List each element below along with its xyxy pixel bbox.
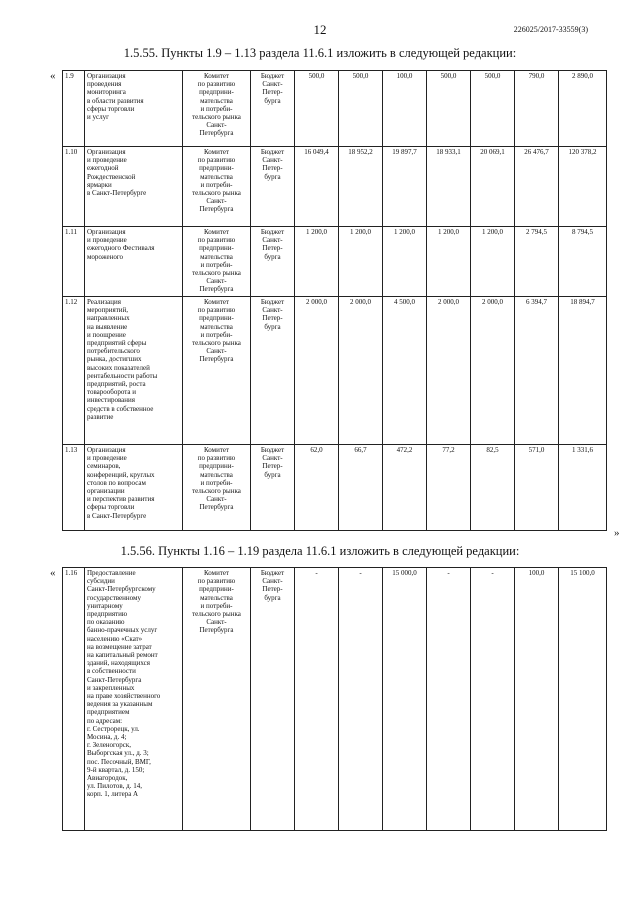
measure-name: Организация и проведение ежегодной Рождественской ярмарки в Санкт-Петербурге xyxy=(85,147,183,227)
value-total: 8 794,5 xyxy=(559,227,607,297)
table-row xyxy=(63,227,607,297)
value-year-6: 26 476,7 xyxy=(515,147,559,227)
value-year-5: 500,0 xyxy=(471,71,515,147)
value-year-1: 1 200,0 xyxy=(295,227,339,297)
measure-name: Предоставление субсидии Санкт-Петербургскому государственному унитарному предприятию по оказанию банно-прачечных услуг населению «Скат» на возмещение затрат на капитальный ремонт зданий, находящихся в собственности Санкт-Петербурга и закрепленных на праве хозяйственного ведения за указанным предприятием по адресам: г. Сестрорецк, ул. Мосина, д. 4; г. Зеленогорск, Выборгская ул., д. 3; пос. Песочный, ВМГ, 9-й квартал, д. 150; Авиагородок, ул. Пилотов, д. 14, корп. 1, литера А xyxy=(85,568,183,831)
value-year-3: 100,0 xyxy=(383,71,427,147)
value-total: 2 890,0 xyxy=(559,71,607,147)
row-number: 1.9 xyxy=(63,71,85,147)
executor-cell: Комитет по развитию предприни- мательства и потреби- тельского рынка Санкт- Петербурга xyxy=(183,147,251,227)
table-row xyxy=(63,568,607,831)
value-year-3: 19 897,7 xyxy=(383,147,427,227)
value-year-6: 6 394,7 xyxy=(515,297,559,445)
value-year-1: 2 000,0 xyxy=(295,297,339,445)
value-year-3: 472,2 xyxy=(383,445,427,531)
value-year-4: 1 200,0 xyxy=(427,227,471,297)
value-year-4: 500,0 xyxy=(427,71,471,147)
value-year-5: 82,5 xyxy=(471,445,515,531)
open-quote-1: « xyxy=(50,70,56,82)
value-total: 1 331,6 xyxy=(559,445,607,531)
value-total: 18 894,7 xyxy=(559,297,607,445)
funding-source-cell: Бюджет Санкт- Петер- бурга xyxy=(251,227,295,297)
document-id: 226025/2017-33559(3) xyxy=(513,25,588,34)
table-row xyxy=(63,71,607,147)
value-year-5: - xyxy=(471,568,515,831)
table-row xyxy=(63,297,607,445)
measure-name: Реализация мероприятий, направленных на выявление и поощрение предприятий сферы потребительского рынка, достигших высоких показателей рентабельности работы предприятий, роста товарооборота и инвестирования средств в собственное развитие xyxy=(85,297,183,445)
value-year-1: 16 049,4 xyxy=(295,147,339,227)
value-year-2: 2 000,0 xyxy=(339,297,383,445)
measure-name: Организация и проведение семинаров, конференций, круглых столов по вопросам организации и перспектив развития сферы торговли в Санкт-Петербурге xyxy=(85,445,183,531)
budget-table-2 xyxy=(62,567,607,831)
value-year-3: 15 000,0 xyxy=(383,568,427,831)
value-year-4: 2 000,0 xyxy=(427,297,471,445)
row-number: 1.11 xyxy=(63,227,85,297)
value-year-2: - xyxy=(339,568,383,831)
measure-name: Организация проведения мониторинга в области развития сферы торговли и услуг xyxy=(85,71,183,147)
value-year-3: 4 500,0 xyxy=(383,297,427,445)
section-heading-1-5-55: 1.5.55. Пункты 1.9 – 1.13 раздела 11.6.1 изложить в следующей редакции: xyxy=(123,46,517,60)
value-year-6: 100,0 xyxy=(515,568,559,831)
row-number: 1.16 xyxy=(63,568,85,831)
value-year-3: 1 200,0 xyxy=(383,227,427,297)
row-number: 1.12 xyxy=(63,297,85,445)
value-total: 120 378,2 xyxy=(559,147,607,227)
value-year-2: 18 952,2 xyxy=(339,147,383,227)
executor-cell: Комитет по развитию предприни- мательства и потреби- тельского рынка Санкт- Петербурга xyxy=(183,297,251,445)
value-year-4: 18 933,1 xyxy=(427,147,471,227)
funding-source-cell: Бюджет Санкт- Петер- бурга xyxy=(251,445,295,531)
table-row xyxy=(63,445,607,531)
value-year-5: 2 000,0 xyxy=(471,297,515,445)
page-number: 12 xyxy=(313,22,327,37)
value-year-2: 500,0 xyxy=(339,71,383,147)
open-quote-2: « xyxy=(50,567,56,579)
value-year-4: - xyxy=(427,568,471,831)
value-total: 15 100,0 xyxy=(559,568,607,831)
table-row xyxy=(63,147,607,227)
value-year-1: - xyxy=(295,568,339,831)
value-year-1: 62,0 xyxy=(295,445,339,531)
funding-source-cell: Бюджет Санкт- Петер- бурга xyxy=(251,568,295,831)
value-year-5: 20 069,1 xyxy=(471,147,515,227)
budget-table-1 xyxy=(62,70,607,531)
funding-source-cell: Бюджет Санкт- Петер- бурга xyxy=(251,71,295,147)
section-heading-1-5-56: 1.5.56. Пункты 1.16 – 1.19 раздела 11.6.1 изложить в следующей редакции: xyxy=(120,544,520,558)
row-number: 1.10 xyxy=(63,147,85,227)
value-year-1: 500,0 xyxy=(295,71,339,147)
measure-name: Организация и проведение ежегодного Фестиваля мороженого xyxy=(85,227,183,297)
value-year-5: 1 200,0 xyxy=(471,227,515,297)
value-year-2: 1 200,0 xyxy=(339,227,383,297)
funding-source-cell: Бюджет Санкт- Петер- бурга xyxy=(251,147,295,227)
funding-source-cell: Бюджет Санкт- Петер- бурга xyxy=(251,297,295,445)
executor-cell: Комитет по развитию предприни- мательства и потреби- тельского рынка Санкт- Петербурга xyxy=(183,568,251,831)
executor-cell: Комитет по развитию предприни- мательства и потреби- тельского рынка Санкт- Петербурга xyxy=(183,71,251,147)
value-year-6: 571,0 xyxy=(515,445,559,531)
value-year-2: 66,7 xyxy=(339,445,383,531)
value-year-6: 2 794,5 xyxy=(515,227,559,297)
value-year-6: 790,0 xyxy=(515,71,559,147)
executor-cell: Комитет по развитию предприни- мательства и потреби- тельского рынка Санкт- Петербурга xyxy=(183,227,251,297)
executor-cell: Комитет по развитию предприни- мательства и потреби- тельского рынка Санкт- Петербурга xyxy=(183,445,251,531)
row-number: 1.13 xyxy=(63,445,85,531)
close-quote-1: » xyxy=(614,527,620,539)
value-year-4: 77,2 xyxy=(427,445,471,531)
